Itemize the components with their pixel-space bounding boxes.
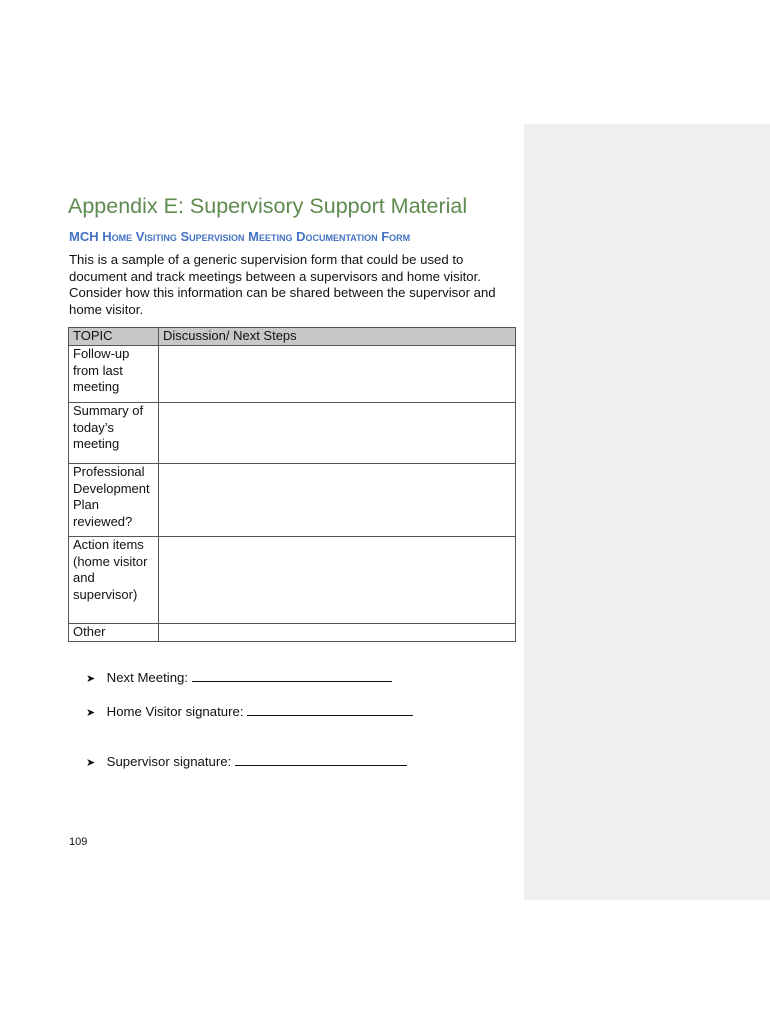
table-row [69,537,516,624]
discussion-cell[interactable] [159,464,516,537]
discussion-cell[interactable] [159,346,516,403]
table-row [69,464,516,537]
topic-cell: Professional Development Plan reviewed? [69,464,159,537]
table-row [69,624,516,642]
discussion-cell[interactable] [159,624,516,642]
list-item-next-meeting [86,669,392,685]
topic-cell: Follow-up from last meeting [69,346,159,403]
table-row [69,346,516,403]
arrowhead-bullet-icon: ➤ [86,673,96,685]
next-meeting-label: Next Meeting: [106,670,189,685]
page-title: Appendix E: Supervisory Support Material [68,194,468,218]
discussion-cell[interactable] [159,403,516,464]
topic-cell: Summary of today’s meeting [69,403,159,464]
home-visitor-signature-label: Home Visitor signature: [106,704,244,719]
supervisor-signature-blank[interactable] [235,753,407,766]
list-item-home-visitor-signature [86,703,413,719]
intro-paragraph: This is a sample of a generic supervision form that could be used to document and track meetings between a supervisors and home visitor. Consider how this information can be shared between the supervisor and home visitor. [69,252,496,318]
arrowhead-bullet-icon: ➤ [86,707,96,719]
page-number: 109 [69,836,88,848]
topic-cell: Action items (home visitor and supervisor) [69,537,159,624]
discussion-cell[interactable] [159,537,516,624]
comment-pane [524,124,770,900]
header-topic: TOPIC [69,328,159,346]
form-subtitle: MCH Home Visiting Supervision Meeting Documentation Form [69,229,411,244]
supervisor-signature-label: Supervisor signature: [106,754,232,769]
supervision-form-table [68,327,516,642]
arrowhead-bullet-icon: ➤ [86,757,96,769]
header-discussion: Discussion/ Next Steps [159,328,516,346]
list-item-supervisor-signature [86,753,407,769]
table-header-row [69,328,516,346]
topic-cell: Other [69,624,159,642]
table-row [69,403,516,464]
home-visitor-signature-blank[interactable] [247,703,413,716]
next-meeting-blank[interactable] [192,669,392,682]
